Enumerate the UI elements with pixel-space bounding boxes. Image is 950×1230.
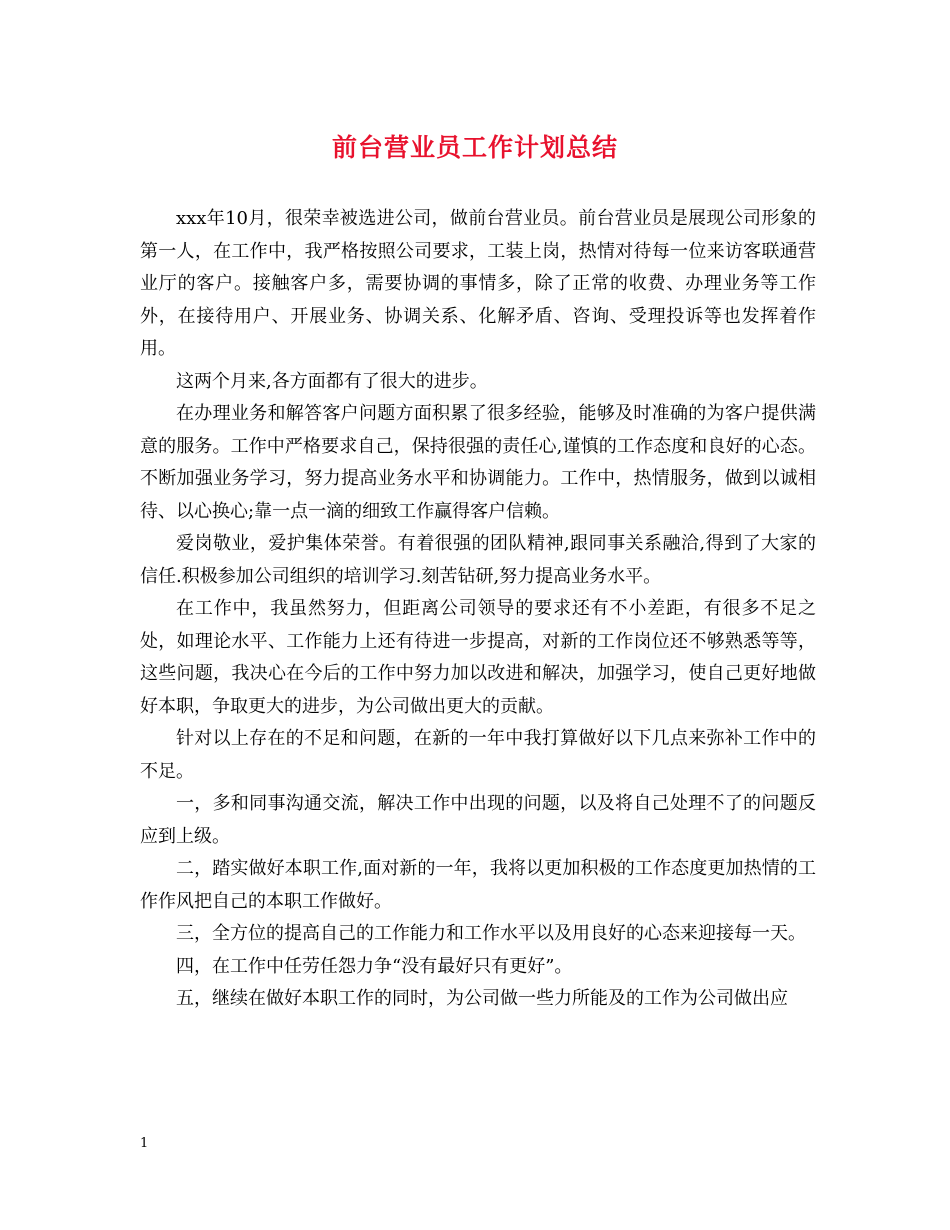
paragraph-plan-item-5: 五，继续在做好本职工作的同时，为公司做一些力所能及的工作为公司做出应 [176, 988, 788, 1009]
paragraph-shortcomings: 在工作中，我虽然努力，但距离公司领导的要求还有不小差距，有很多不足之处，如理论水平、工作能力上还有待进一步提高，对新的工作岗位还不够熟悉等等，这些问题，我决心在今后的工作中努力加以改进和解决，加强学习，使自己更好地做好本职，争取更大的进步，为公司做出更大的贡献。 [140, 598, 816, 717]
paragraph-progress: 这两个月来,各方面都有了很大的进步。 [176, 370, 488, 392]
paragraph-plan-item-2: 二，踏实做好本职工作,面对新的一年，我将以更加积极的工作态度更加热情的工作作风把自己的本职工作做好。 [140, 858, 816, 912]
paragraph-plan-item-1: 一，多和同事沟通交流，解决工作中出现的问题，以及将自己处理不了的问题反应到上级。 [140, 793, 816, 847]
paragraph-experience: 在办理业务和解答客户问题方面积累了很多经验，能够及时准确的为客户提供满意的服务。工作中严格要求自己，保持很强的责任心,谨慎的工作态度和良好的心态。不断加强业务学习，努力提高业务水平和协调能力。工作中，热情服务，做到以诚相待、以心换心;靠一点一滴的细致工作赢得客户信赖。 [140, 403, 816, 522]
paragraph-plan-item-3: 三，全方位的提高自己的工作能力和工作水平以及用良好的心态来迎接每一天。 [176, 923, 806, 944]
paragraph-intro: xxx年10月，很荣幸被选进公司，做前台营业员。前台营业员是展现公司形象的第一人，在工作中，我严格按照公司要求，工装上岗，热情对待每一位来访客联通营业厅的客户。接触客户多，需要协调的事情多，除了正常的收费、办理业务等工作外，在接待用户、开展业务、协调关系、化解矛盾、咨询、受理投诉等也发挥着作用。 [140, 208, 816, 359]
page-number: 1 [140, 1136, 149, 1151]
paragraph-plan-item-4: 四，在工作中任劳任怨力争“没有最好只有更好”。 [176, 955, 573, 977]
document-title: 前台营业员工作计划总结 [331, 133, 618, 162]
document-body [140, 203, 816, 1016]
paragraph-teamwork: 爱岗敬业，爱护集体荣誉。有着很强的团队精神,跟同事关系融洽,得到了大家的信任.积极参加公司组织的培训学习.刻苦钻研,努力提高业务水平。 [140, 533, 816, 587]
paragraph-plan-intro: 针对以上存在的不足和问题，在新的一年中我打算做好以下几点来弥补工作中的不足。 [140, 728, 816, 782]
